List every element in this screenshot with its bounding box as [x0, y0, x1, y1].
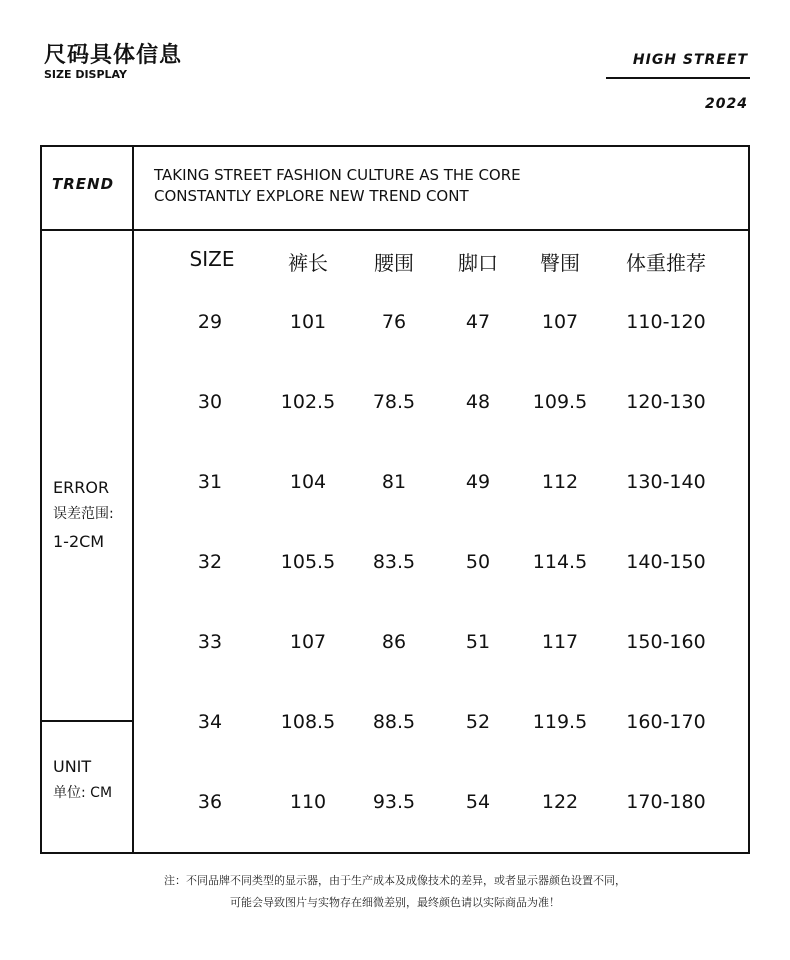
table-cell: 49: [465, 471, 491, 493]
table-cell: 34: [197, 711, 223, 733]
table-cell: 107: [289, 631, 327, 653]
page-subtitle: SIZE DISPLAY: [44, 68, 127, 81]
table-cell: 102.5: [280, 391, 336, 413]
error-block: [53, 474, 114, 555]
table-cell: 108.5: [280, 711, 336, 733]
table-cell: 93.5: [372, 791, 416, 813]
table-cell: 86: [381, 631, 407, 653]
table-cell: 112: [541, 471, 579, 493]
table-cell: 117: [541, 631, 579, 653]
table-cell: 140-150: [626, 551, 706, 573]
table-cell: 105.5: [280, 551, 336, 573]
table-cell: 52: [465, 711, 491, 733]
table-cell: 54: [465, 791, 491, 813]
trend-label: TREND: [52, 175, 115, 193]
table-cell: 76: [381, 311, 407, 333]
table-cell: 33: [197, 631, 223, 653]
table-cell: 104: [289, 471, 327, 493]
table-cell: 51: [465, 631, 491, 653]
table-cell: 36: [197, 791, 223, 813]
page-title: 尺码具体信息: [44, 42, 183, 68]
unit-label-cn: 单位: CM: [53, 785, 113, 801]
tagline: [154, 165, 521, 207]
table-cell: 47: [465, 311, 491, 333]
table-cell: 122: [541, 791, 579, 813]
error-value: 1-2CM: [53, 532, 105, 551]
column-header-hip: 臀围: [540, 251, 580, 275]
error-label: ERROR: [53, 478, 110, 497]
table-cell: 81: [381, 471, 407, 493]
column-header-weight: 体重推荐: [626, 251, 706, 275]
brand-divider: [606, 77, 750, 79]
brand-label: HIGH STREET: [632, 52, 748, 68]
column-header-length: 裤长: [288, 251, 328, 275]
table-cell: 110: [289, 791, 327, 813]
table-cell: 119.5: [532, 711, 588, 733]
table-cell: 150-160: [626, 631, 706, 653]
table-cell: 130-140: [626, 471, 706, 493]
table-cell: 83.5: [372, 551, 416, 573]
tagline-line-1: TAKING STREET FASHION CULTURE AS THE CORE: [154, 166, 521, 184]
table-cell: 88.5: [372, 711, 416, 733]
table-cell: 48: [465, 391, 491, 413]
size-chart-frame: [40, 145, 750, 854]
column-divider: [132, 147, 134, 852]
column-header-waist: 腰围: [374, 251, 414, 275]
unit-block: [53, 753, 112, 807]
column-header-hem: 脚口: [458, 251, 498, 275]
table-cell: 50: [465, 551, 491, 573]
header-divider: [42, 229, 748, 231]
table-cell: 120-130: [626, 391, 706, 413]
disclaimer-line-1: 注：不同品牌不同类型的显示器，由于生产成本及成像技术的差异，或者显示器颜色设置不同，: [164, 874, 626, 887]
column-header-size: SIZE: [189, 247, 235, 271]
table-cell: 114.5: [532, 551, 588, 573]
tagline-line-2: CONSTANTLY EXPLORE NEW TREND CONT: [154, 187, 469, 205]
table-cell: 107: [541, 311, 579, 333]
table-cell: 110-120: [626, 311, 706, 333]
table-cell: 31: [197, 471, 223, 493]
year-label: 2024: [705, 96, 748, 112]
side-divider: [42, 720, 132, 722]
table-cell: 101: [289, 311, 327, 333]
table-cell: 170-180: [626, 791, 706, 813]
table-cell: 29: [197, 311, 223, 333]
unit-label: UNIT: [53, 757, 92, 776]
error-label-cn: 误差范围:: [53, 506, 114, 522]
table-cell: 30: [197, 391, 223, 413]
disclaimer-line-2: 可能会导致图片与实物存在细微差别，最终颜色请以实际商品为准！: [230, 896, 560, 909]
table-cell: 109.5: [532, 391, 588, 413]
table-cell: 160-170: [626, 711, 706, 733]
table-cell: 78.5: [372, 391, 416, 413]
table-cell: 32: [197, 551, 223, 573]
